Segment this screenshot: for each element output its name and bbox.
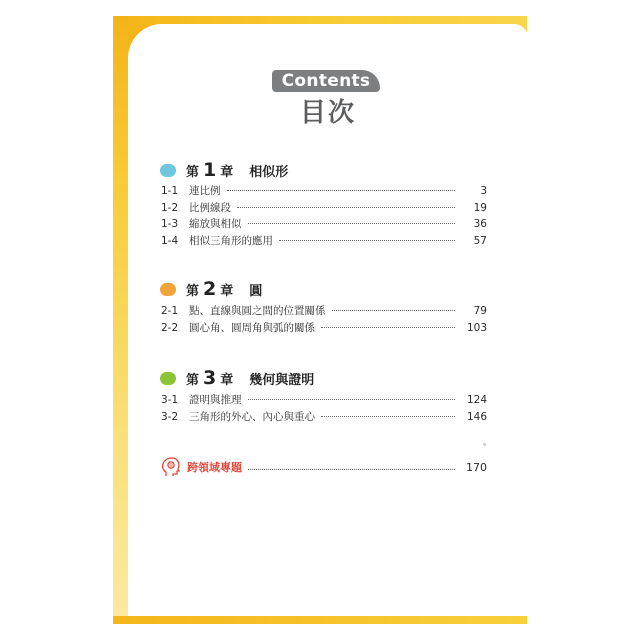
chapter-1-heading[interactable]: [160, 159, 288, 181]
chapter-3-bullet-icon: [160, 372, 176, 385]
bottom-yellow-band: [113, 616, 527, 624]
chapter-title: 幾何與證明: [249, 372, 315, 388]
page-number: 170: [466, 460, 487, 474]
page-number: 36: [473, 218, 487, 230]
toc-entry-special[interactable]: [161, 455, 487, 479]
page-number: 103: [466, 322, 487, 334]
toc-entry-3-2[interactable]: [161, 409, 487, 425]
dot-leader: [248, 223, 456, 224]
toc-entry-1-4[interactable]: [161, 233, 487, 249]
chapter-number: 2: [203, 278, 217, 300]
toc-entry-3-1[interactable]: [161, 392, 487, 408]
page-number: 146: [466, 411, 487, 423]
chapter-number: 1: [203, 159, 217, 181]
section-number: 3-2: [161, 411, 179, 423]
chapter-title: 相似形: [249, 164, 289, 180]
chapter-number: 3: [203, 367, 217, 389]
toc-entry-2-2[interactable]: [161, 320, 487, 336]
chapter-suffix: 章: [220, 372, 234, 388]
chapter-2-bullet-icon: [160, 283, 176, 296]
chapter-prefix: 第: [186, 164, 200, 180]
section-title: 縮放與相似: [189, 218, 242, 230]
page-number: 57: [473, 235, 487, 247]
left-yellow-strip: [113, 16, 128, 616]
section-title: 三角形的外心、內心與重心: [189, 411, 315, 423]
special-title: 跨領域專題: [187, 461, 242, 474]
toc-entry-1-2[interactable]: [161, 200, 487, 216]
chapter-prefix: 第: [186, 283, 200, 299]
page-number: 79: [473, 305, 487, 317]
dot-leader: [237, 207, 455, 208]
page-number: 124: [466, 394, 487, 406]
chapter-prefix: 第: [186, 372, 200, 388]
section-title: 點、直線與圓之間的位置關係: [189, 305, 326, 317]
page-title: 目次: [299, 98, 356, 128]
dot-leader: [321, 416, 455, 417]
page-number: 19: [473, 202, 487, 214]
chapter-2-heading[interactable]: [160, 278, 262, 300]
section-title: 相似三角形的應用: [189, 235, 273, 247]
toc-entry-2-1[interactable]: [161, 303, 487, 319]
section-title: 比例線段: [189, 202, 231, 214]
section-title: 連比例: [189, 185, 221, 197]
head-bulb-icon: [161, 456, 181, 478]
section-number: 3-1: [161, 394, 179, 406]
section-number: 1-3: [161, 218, 179, 230]
section-number: 2-1: [161, 305, 179, 317]
section-number: 1-1: [161, 185, 179, 197]
page-number: 3: [480, 185, 487, 197]
contents-label: Contents: [272, 70, 380, 92]
toc-entry-1-1[interactable]: [161, 183, 487, 199]
dot-leader: [248, 399, 456, 400]
chapter-title: 圓: [249, 283, 263, 299]
section-title: 證明與推理: [189, 394, 242, 406]
dot-leader: [332, 310, 456, 311]
chapter-suffix: 章: [220, 283, 234, 299]
toc-entry-1-3[interactable]: [161, 216, 487, 232]
section-number: 1-4: [161, 235, 179, 247]
section-title: 圓心角、圓周角與弧的關係: [189, 322, 315, 334]
chapter-3-heading[interactable]: [160, 367, 314, 389]
dot-leader: [279, 240, 455, 241]
dot-leader: [227, 190, 456, 191]
dot-leader: [321, 327, 455, 328]
chapter-1-bullet-icon: [160, 164, 176, 177]
print-speck: [483, 443, 486, 446]
section-number: 1-2: [161, 202, 179, 214]
chapter-suffix: 章: [220, 164, 234, 180]
section-number: 2-2: [161, 322, 179, 334]
dot-leader: [248, 469, 455, 470]
